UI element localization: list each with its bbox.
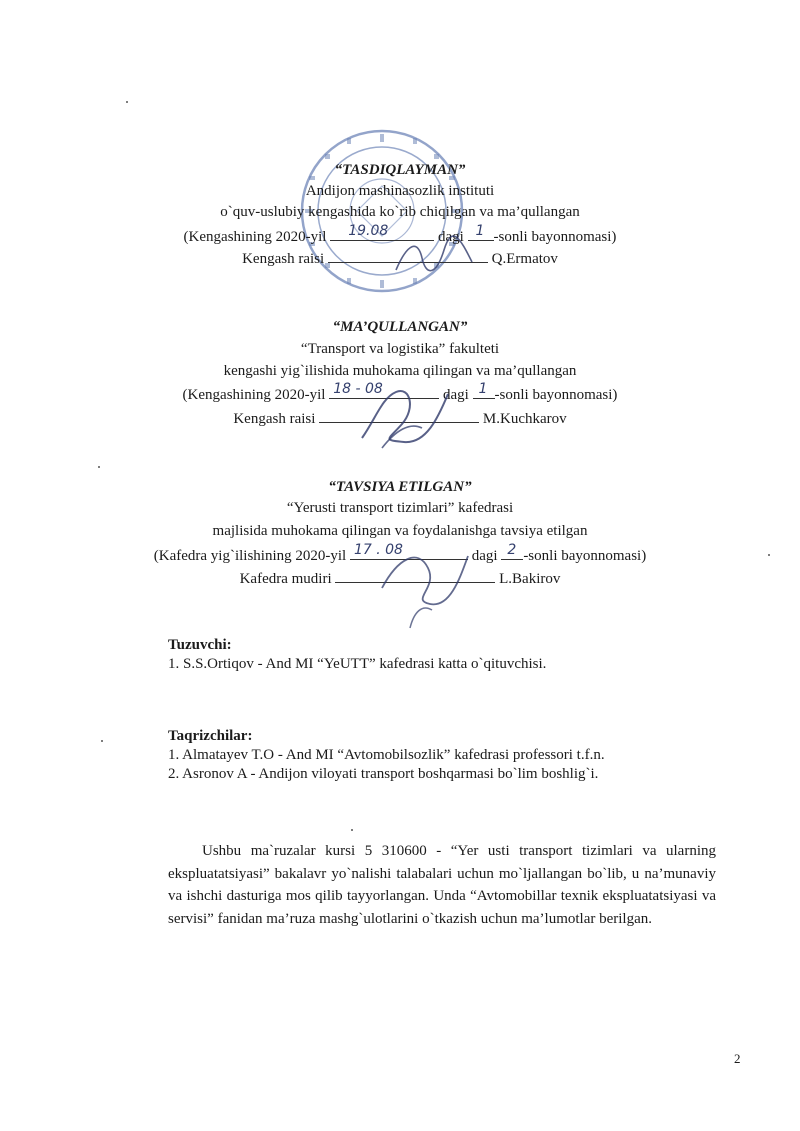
chair-label: Kengash raisi	[242, 251, 325, 267]
compiler-section	[168, 636, 546, 674]
protocol-prefix: (Kengashining 2020-yil	[182, 387, 326, 403]
protocol-dagi: dagi	[442, 387, 469, 403]
speck	[101, 740, 103, 742]
handwritten-date: 19.08	[348, 223, 389, 239]
protocol-number-blank	[473, 381, 495, 399]
course-description: Ushbu ma`ruzalar kursi 5 310600 - “Yer usti transport tizimlari va ularning ekspluatatsiyasi” bakalavr yo`nalishi talabalari uchun mo`ljallangan bo`lib, u na’munaviy va ishchi dasturiga mos qilib tayyorlangan. Unda “Avtomobillar texnik ekspluatatsiyasi va servisi” fanidan ma’ruza mashg`ulotlarini o`tkazish uchun ma’lumotlar berilgan.	[168, 843, 716, 927]
chair-label: Kengash raisi	[233, 411, 316, 427]
chair-name: Q.Ermatov	[491, 251, 558, 267]
protocol-suffix: -sonli bayonnomasi)	[493, 229, 617, 245]
handwritten-number: 2	[507, 542, 517, 558]
reviewer-item: 2. Asronov A - Andijon viloyati transport boshqarmasi bo`lim boshlig`i.	[168, 766, 599, 782]
handwritten-number: 1	[475, 223, 485, 239]
approval-institute: Andijon mashinasozlik instituti	[305, 183, 495, 199]
speck	[98, 466, 100, 468]
speck	[126, 101, 128, 103]
protocol-number-blank	[501, 542, 523, 560]
handwritten-signature	[388, 232, 478, 282]
reviewers-section	[168, 727, 605, 784]
approval-council: o`quv-uslubiy kengashida ko`rib chiqilgan va ma’qullangan	[220, 204, 580, 220]
protocol-dagi: dagi	[471, 548, 498, 564]
protocol-suffix: -sonli bayonnomasi)	[494, 387, 618, 403]
recommended-department: “Yerusti transport tizimlari” kafedrasi	[286, 500, 514, 516]
handwritten-date: 17 . 08	[353, 542, 403, 558]
compiler-heading: Tuzuvchi:	[168, 637, 232, 653]
compiler-item: 1. S.S.Ortiqov - And MI “YeUTT” kafedrasi katta o`qituvchisi.	[168, 656, 547, 672]
reviewer-item: 1. Almatayev T.O - And MI “Avtomobilsozlik” kafedrasi professori t.f.n.	[168, 747, 605, 763]
reviewers-heading: Taqrizchilar:	[168, 728, 253, 744]
approval-title: “TASDIQLAYMAN”	[334, 162, 466, 178]
protocol-prefix: (Kafedra yig`ilishining 2020-yil	[153, 548, 347, 564]
head-name: L.Bakirov	[499, 571, 561, 587]
handwritten-number: 1	[478, 381, 488, 397]
approved-title: “MA’QULLANGAN”	[332, 319, 468, 335]
protocol-prefix: (Kengashining 2020-yil	[183, 229, 327, 245]
page-number: 2	[734, 1051, 741, 1066]
head-label: Kafedra mudiri	[239, 571, 332, 587]
handwritten-date: 18 - 08	[333, 381, 383, 397]
handwritten-signature	[352, 378, 462, 458]
chair-name: M.Kuchkarov	[482, 411, 567, 427]
recommended-title: “TAVSIYA ETILGAN”	[328, 479, 472, 495]
approved-meeting: kengashi yig`ilishida muhokama qilingan va ma’qullangan	[223, 363, 577, 379]
recommended-meeting: majlisida muhokama qilingan va foydalanishga tavsiya etilgan	[212, 523, 588, 539]
protocol-suffix: -sonli bayonnomasi)	[523, 548, 647, 564]
protocol-dagi: dagi	[437, 229, 464, 245]
handwritten-signature	[370, 538, 480, 630]
approved-faculty: “Transport va logistika” fakulteti	[300, 341, 500, 357]
speck	[351, 829, 353, 831]
